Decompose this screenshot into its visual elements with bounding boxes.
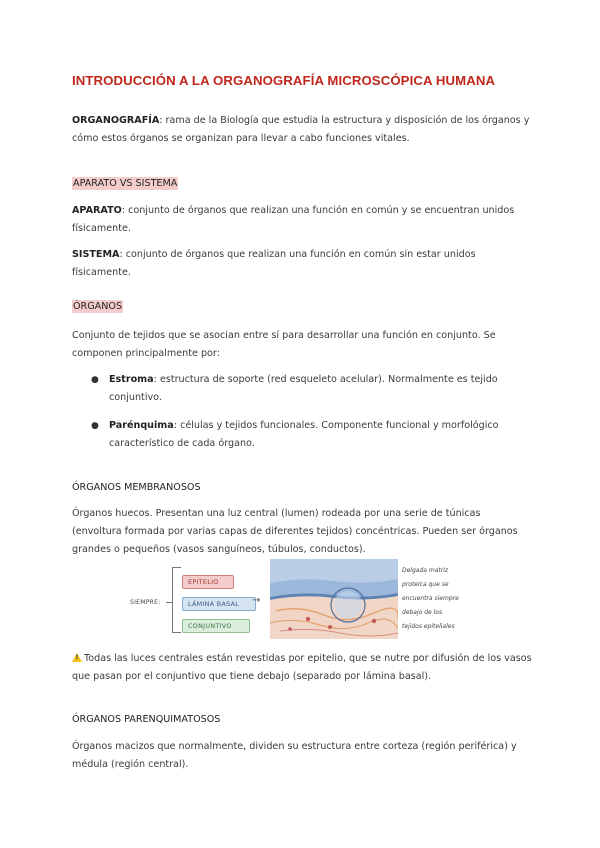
organos-paragraph: Conjunto de tejidos que se asocian entre sí para desarrollar una función en conjunto. Se componen principalmente por: bbox=[72, 330, 496, 359]
tag-epitelio: EPITELIO bbox=[182, 575, 234, 589]
parenquima-term: Parénquima bbox=[109, 420, 174, 431]
annotation-line: Delgada matriz bbox=[402, 567, 449, 574]
warning-note-paragraph bbox=[72, 650, 532, 686]
sistema-paragraph bbox=[72, 246, 532, 282]
annotation-line: encuentra siempre bbox=[402, 595, 459, 602]
annotation-line: tejidos epiteliales bbox=[402, 623, 455, 630]
heading-highlight: APARATO VS SISTEMA bbox=[73, 178, 178, 189]
aparato-definition: : conjunto de órganos que realizan una función en común y se encuentran unidos físicamente. bbox=[72, 205, 515, 234]
aparato-paragraph bbox=[72, 202, 532, 238]
organografia-term: ORGANOGRAFÍA bbox=[72, 115, 160, 126]
membranosos-paragraph: Órganos huecos. Presentan una luz central (lumen) rodeada por una serie de túnicas (envoltura formada por varias capas de diferentes tejidos) concéntricas. Pueden ser órganos grandes o pequeños (vasos sanguíneos, túbulos, conductos). bbox=[72, 508, 518, 555]
microscopy-illustration bbox=[270, 559, 398, 639]
organos-bullet-list bbox=[72, 371, 532, 453]
tag-lamina-basal: LÁMINA BASAL bbox=[182, 597, 256, 611]
aparato-term: APARATO bbox=[72, 205, 122, 216]
bullet-icon: ● bbox=[91, 421, 99, 431]
bullet-icon: ● bbox=[91, 375, 99, 385]
document-title: INTRODUCCIÓN A LA ORGANOGRAFÍA MICROSCÓPICA HUMANA bbox=[72, 73, 496, 88]
sistema-term: SISTEMA bbox=[72, 249, 120, 260]
warning-icon bbox=[72, 653, 82, 662]
parenquima-definition: : células y tejidos funcionales. Componente funcional y morfológico característico de cada órgano. bbox=[109, 420, 499, 449]
heading-aparato-vs-sistema bbox=[72, 177, 178, 191]
parenquimatosos-paragraph: Órganos macizos que normalmente, dividen su estructura entre corteza (región periférica) y médula (región central). bbox=[72, 741, 517, 770]
estroma-term: Estroma bbox=[109, 374, 154, 385]
sistema-definition: : conjunto de órganos que realizan una función en común sin estar unidos físicamente. bbox=[72, 249, 476, 278]
heading-organos-membranosos: ÓRGANOS MEMBRANOSOS bbox=[72, 482, 201, 493]
tissue-figure bbox=[126, 557, 476, 643]
intro-paragraph bbox=[72, 112, 532, 148]
list-item bbox=[72, 417, 532, 453]
annotation-line: proteica que se bbox=[402, 581, 449, 588]
annotation-line: debajo de los bbox=[402, 609, 443, 616]
estroma-definition: : estructura de soporte (red esqueleto acelular). Normalmente es tejido conjuntivo. bbox=[109, 374, 498, 403]
heading-organos bbox=[72, 300, 123, 314]
brace bbox=[172, 567, 181, 633]
warning-note-text: Todas las luces centrales están revestidas por epitelio, que se nutre por difusión de los vasos que pasan por el conjuntivo que tiene debajo (separado por lámina basal). bbox=[72, 653, 532, 682]
organografia-definition: : rama de la Biología que estudia la estructura y disposición de los órganos y cómo estos órganos se organizan para llevar a cabo funciones vitales. bbox=[72, 115, 530, 144]
arrow-right-icon: → bbox=[252, 595, 261, 606]
heading-organos-parenquimatosos: ÓRGANOS PARENQUIMATOSOS bbox=[72, 714, 221, 725]
tag-conjuntivo: CONJUNTIVO bbox=[182, 619, 250, 633]
heading-highlight: ÓRGANOS bbox=[73, 301, 123, 312]
figure-siempre-label: SIEMPRE: bbox=[130, 599, 161, 606]
list-item bbox=[72, 371, 532, 407]
